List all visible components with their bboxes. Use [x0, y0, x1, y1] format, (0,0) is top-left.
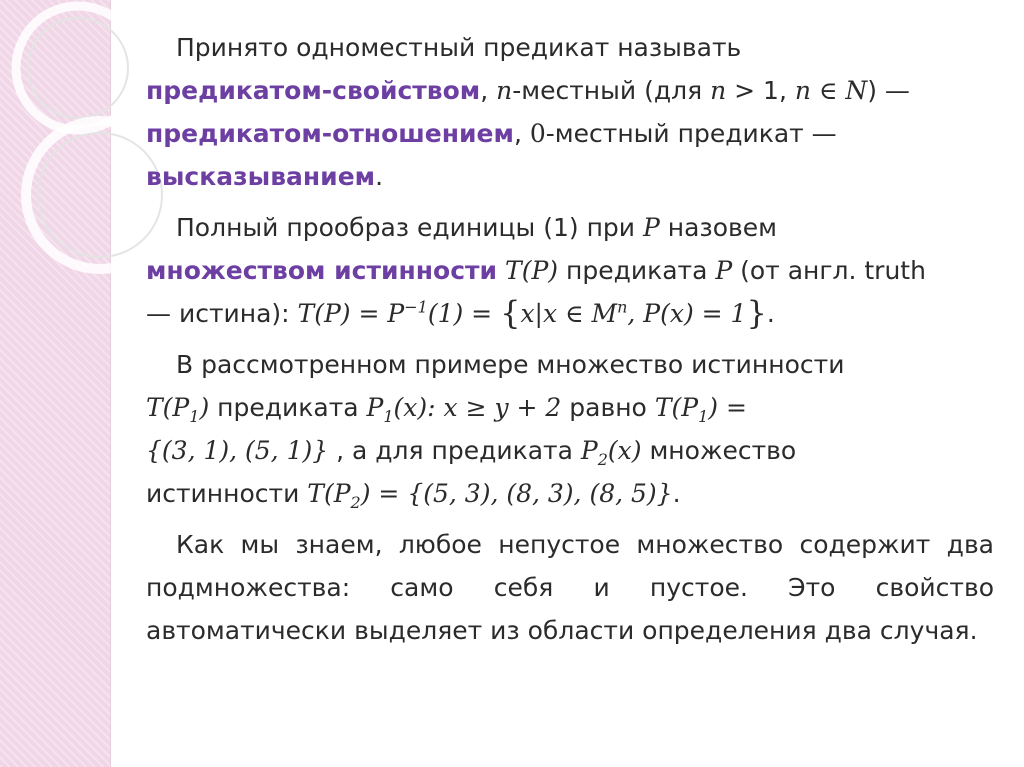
formula-superscript: −1: [404, 297, 428, 317]
text: [497, 256, 505, 285]
formula-part: ) =: [708, 393, 747, 422]
formula-part: ): [199, 393, 210, 422]
math-expression: [654, 393, 747, 426]
text: равно: [561, 393, 655, 422]
text: В рассмотренном примере множество истинности: [176, 350, 845, 379]
math-var: n: [496, 76, 513, 105]
formula-part: T(P: [654, 393, 699, 422]
text: -местный (для: [512, 76, 711, 105]
formula-part: (x): x ≥ y + 2: [393, 393, 562, 422]
formula-brace: }: [746, 294, 767, 332]
decorative-circles: [0, 0, 170, 330]
text: > 1,: [726, 76, 795, 105]
truth-set-formula: [297, 294, 767, 332]
math-expression: [580, 436, 642, 469]
formula-part: P: [580, 436, 598, 465]
text: — истина):: [146, 299, 298, 328]
math-expression: [366, 393, 562, 426]
math-expression: {(3, 1), (5, 1)}: [146, 436, 329, 465]
term-truth-set: множеством истинности: [146, 256, 498, 285]
text: истинности: [146, 479, 308, 508]
formula-part: (x): [607, 436, 642, 465]
paragraph-3: [146, 343, 994, 515]
formula-part: (1) =: [427, 299, 501, 328]
formula-subscript: 2: [350, 493, 361, 512]
term-predicate-relation: предикатом-отношением: [146, 119, 514, 148]
math-number: 0: [529, 119, 546, 148]
text: .: [672, 479, 681, 508]
formula-part: T(P: [146, 393, 190, 422]
formula-part: T(P) = P: [297, 299, 405, 328]
formula-part: T(P: [307, 479, 351, 508]
text: -местный предикат —: [545, 119, 837, 148]
text: ) —: [867, 76, 910, 105]
formula-subscript: 1: [189, 407, 200, 426]
text: .: [375, 162, 384, 191]
text: ,: [513, 119, 530, 148]
math-expression: T(P): [505, 256, 559, 285]
formula-part: x|x ∈ M: [520, 299, 618, 328]
math-expression: [307, 479, 673, 512]
text: предиката: [558, 256, 716, 285]
text: множество: [641, 436, 797, 465]
math-var: n: [710, 76, 727, 105]
text: Полный прообраз единицы (1) при: [176, 213, 643, 242]
formula-superscript: n: [617, 297, 628, 317]
paragraph-2: [146, 206, 994, 335]
text: назовем: [659, 213, 777, 242]
paragraph-4: Как мы знаем, любое непустое множество содержит два подмножества: само себя и пустое. Это свойство автоматически выделяет из области определения два случая.: [146, 530, 994, 645]
term-statement: высказыванием: [146, 162, 376, 191]
text: .: [766, 299, 775, 328]
math-expression: [146, 393, 210, 426]
math-var: P: [715, 256, 733, 285]
slide-content: [146, 26, 994, 660]
formula-part: , P(x) = 1: [627, 299, 747, 328]
math-var: N: [845, 76, 868, 105]
formula-subscript: 1: [383, 407, 394, 426]
text: предиката: [209, 393, 367, 422]
formula-part: ) = {(5, 3), (8, 3), (8, 5)}: [360, 479, 673, 508]
math-var: P: [642, 213, 660, 242]
text: , а для предиката: [328, 436, 581, 465]
formula-part: P: [366, 393, 384, 422]
math-var: n: [794, 76, 811, 105]
formula-brace: {: [500, 294, 521, 332]
paragraph-1: [146, 26, 994, 198]
text: ,: [480, 76, 497, 105]
formula-subscript: 1: [698, 407, 709, 426]
term-predicate-property: предикатом-свойством: [146, 76, 481, 105]
math-symbol: ∈: [810, 76, 846, 105]
text: (от англ. truth: [732, 256, 926, 285]
formula-subscript: 2: [597, 450, 608, 469]
text: Принято одноместный предикат называть: [176, 33, 742, 62]
